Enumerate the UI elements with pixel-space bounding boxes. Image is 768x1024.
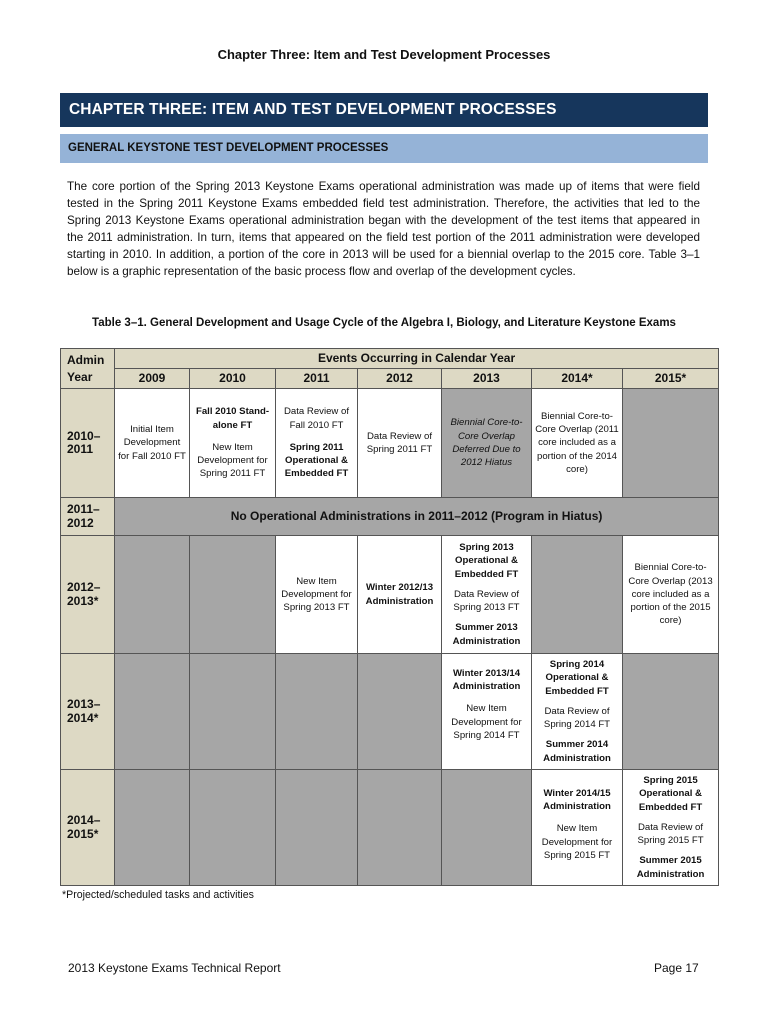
cell-text: Spring 2011 Operational & Embedded FT [284,441,349,480]
empty-cell [358,770,442,886]
empty-cell [115,770,190,886]
year-header-2015: 2015* [623,369,719,389]
cell-text: Data Review of Spring 2015 FT [637,821,704,847]
empty-cell [190,654,276,770]
table-cell [623,536,719,654]
hiatus-cell: No Operational Administrations in 2011–2012 (Program in Hiatus) [115,498,719,536]
cell-text: New Item Development for Spring 2014 FT [451,703,522,741]
cell-text: Winter 2014/15 Administration [543,787,611,813]
table-cell [532,654,623,770]
events-header: Events Occurring in Calendar Year [115,349,719,369]
cell-text: New Item Development for Spring 2013 FT [281,575,352,614]
cell-text: Winter 2013/14 Administration [452,667,521,693]
table-cell [276,536,358,654]
cell-text: Biennial Core-to-Core Overlap (2011 core included as a portion of the 2014 core) [535,410,619,475]
table-cell [623,770,719,886]
admin-year-cell: 2014–2015* [61,770,115,886]
empty-cell [276,654,358,770]
table-cell [115,389,190,498]
empty-cell [115,654,190,770]
table-caption: Table 3–1. General Development and Usage Cycle of the Algebra I, Biology, and Literature Keystone Exams [92,317,676,329]
chapter-title: CHAPTER THREE: ITEM AND TEST DEVELOPMENT PROCESSES [60,93,708,127]
admin-year-cell: 2011–2012 [61,498,115,536]
cell-text: Initial Item Development for Fall 2010 FT [118,424,186,462]
development-cycle-table [60,348,719,886]
running-header: Chapter Three: Item and Test Development Processes [217,47,551,62]
cell-text: Data Review of Spring 2014 FT [543,705,611,731]
year-header-2014: 2014* [532,369,623,389]
empty-cell [115,536,190,654]
year-header-2009: 2009 [115,369,190,389]
cell-text: Data Review of Fall 2010 FT [283,406,350,431]
cell-text: Summer 2014 Administration [543,739,611,764]
cell-text: New Item Development for Spring 2011 FT [197,441,268,480]
cell-text: Spring 2015 Operational & Embedded FT [638,774,703,813]
table-row [61,498,719,536]
admin-year-cell: 2012–2013* [61,536,115,654]
empty-cell [190,536,276,654]
table-row [61,770,719,886]
table-row [61,536,719,654]
cell-text: Biennial Core-to-Core Overlap Deferred Due to 2012 Hiatus [450,417,523,469]
empty-cell [190,770,276,886]
section-title: GENERAL KEYSTONE TEST DEVELOPMENT PROCESSES [60,134,708,163]
table-cell [442,654,532,770]
table-cell [442,536,532,654]
cell-text: Data Review of Spring 2011 FT [366,430,433,455]
table-cell [276,389,358,498]
cell-text: Fall 2010 Stand-alone FT [195,406,270,431]
cell-text: Spring 2014 Operational & Embedded FT [545,658,609,697]
table-cell [358,389,442,498]
admin-year-cell: 2010–2011 [61,389,115,498]
footer-page-number: Page 17 [654,961,699,975]
cell-text: Winter 2012/13 Administration [365,582,434,607]
year-header-2011: 2011 [276,369,358,389]
table-cell [532,389,623,498]
table-cell [358,536,442,654]
empty-cell [623,654,719,770]
table-row [61,389,719,498]
cell-text: Summer 2013 Administration [452,622,521,647]
empty-cell [623,389,719,498]
empty-cell [358,654,442,770]
admin-year-header: Admin Year [61,349,115,389]
table-cell [442,389,532,498]
empty-cell [276,770,358,886]
cell-text: Data Review of Spring 2013 FT [453,588,520,614]
body-paragraph: The core portion of the Spring 2013 Keystone Exams operational administration was made up of items that were field tested in the Spring 2011 Keystone Exams embedded field test administration. Therefore, the activities that led to the Spring 2013 Keystone Exams operational administration began with the development of the test items that appeared in the 2011 administration. In turn, items that appeared on the field test portion of the 2011 administration were developed starting in 2010. In addition, a portion of the core in 2013 will be used for a biennial overlap to the 2015 core. Table 3–1 below is a graphic representation of the basic process flow and overlap of the development cycles. [67,180,700,279]
year-header-2010: 2010 [190,369,276,389]
table-footnote: *Projected/scheduled tasks and activities [62,889,254,901]
year-header-2013: 2013 [442,369,532,389]
table-cell [190,389,276,498]
cell-text: Summer 2015 Administration [636,855,705,880]
cell-text: New Item Development for Spring 2015 FT [541,823,613,861]
cell-text: Spring 2013 Operational & Embedded FT [454,541,519,580]
empty-cell [442,770,532,886]
year-header-2012: 2012 [358,369,442,389]
admin-year-cell: 2013–2014* [61,654,115,770]
table-row [61,654,719,770]
empty-cell [532,536,623,654]
footer-report-title: 2013 Keystone Exams Technical Report [68,961,281,975]
table-cell [532,770,623,886]
cell-text: Biennial Core-to-Core Overlap (2013 core included as a portion of the 2015 core) [628,562,713,627]
